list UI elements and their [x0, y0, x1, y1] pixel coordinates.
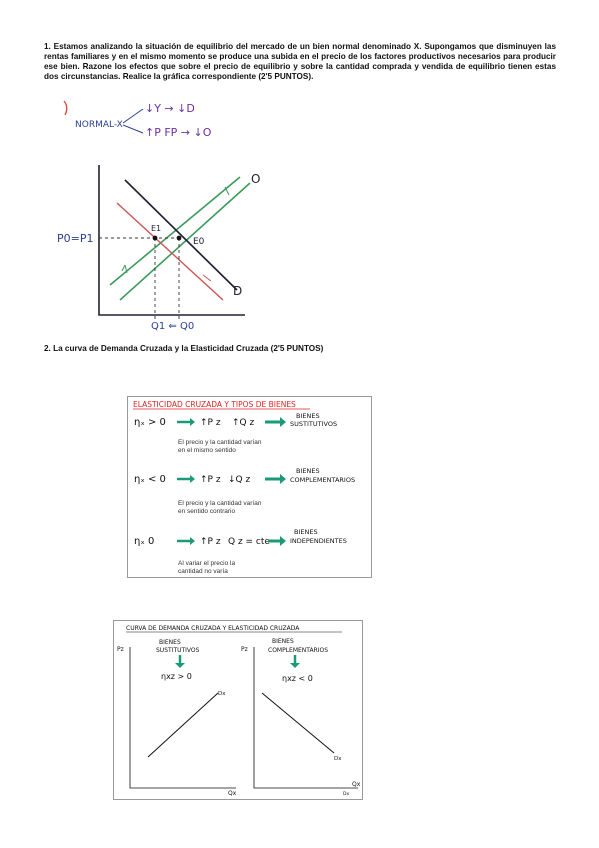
- row-1-note-2: en el mismo sentido: [178, 447, 236, 454]
- row-1-note-1: El precio y la cantidad varían: [178, 439, 262, 446]
- supply-demand-sketch: [55, 95, 275, 340]
- left-curve-label: Dx: [218, 691, 226, 697]
- right-curve: [262, 693, 334, 753]
- row-1-result-1: BIENES: [296, 412, 320, 420]
- row-3-f1: ↑P z: [200, 537, 221, 547]
- row-1-f1: ↑P z: [200, 418, 221, 428]
- row-3-note-1: Al variar el precio la: [178, 560, 236, 567]
- note-branch-2: ↑P FP → ↓O: [145, 126, 212, 139]
- row-2-note-1: El precio y la cantidad varían: [178, 500, 262, 507]
- note-bracket: [64, 101, 67, 115]
- elasticity-panel-content: [128, 397, 371, 577]
- right-axes: [254, 647, 358, 788]
- left-ylabel: Pz: [117, 646, 124, 653]
- row-3: [134, 528, 347, 575]
- right-head-2: COMPLEMENTARIOS: [268, 647, 329, 654]
- right-small: Dx: [343, 792, 350, 797]
- row-1-cond: ηₓ > 0: [134, 417, 166, 428]
- row-2-f2: ↓Q z: [228, 475, 251, 485]
- row-3-cond: ηₓ 0: [134, 536, 155, 547]
- left-axes: [130, 647, 236, 788]
- cross-demand-panel: [113, 620, 363, 800]
- y-axis: [99, 165, 245, 315]
- row-3-result-1: BIENES: [294, 528, 318, 536]
- elasticity-panel: [127, 396, 372, 578]
- panel1-title: ELASTICIDAD CRUZADA Y TIPOS DE BIENES: [133, 400, 296, 409]
- note-branch-1: ↓Y → ↓D: [145, 102, 195, 115]
- row-2-cond: ηₓ < 0: [134, 474, 166, 485]
- point-e0-dot: [177, 236, 182, 241]
- row-3-note-2: cantidad no varía: [178, 568, 228, 575]
- left-curve: [148, 693, 218, 757]
- note-branch-line-2: [123, 125, 143, 133]
- row-3-result-2: INDEPENDIENTES: [290, 537, 347, 545]
- row-2-note-2: en sentido contrario: [178, 508, 236, 515]
- demand-curve-1: [117, 203, 223, 300]
- right-cond: ηxz < 0: [282, 674, 313, 683]
- left-head-1: BIENES: [159, 639, 181, 646]
- right-head-1: BIENES: [272, 638, 294, 645]
- panel2-title: CURVA DE DEMANDA CRUZADA Y ELASTICIDAD CRUZADA: [126, 625, 300, 632]
- price-label: P0=P1: [57, 232, 94, 245]
- left-cond: ηxz > 0: [161, 672, 192, 681]
- cross-demand-panel-content: [114, 621, 362, 799]
- quantity-label: Q1 ⇐ Q0: [151, 321, 195, 332]
- row-2-result-1: BIENES: [296, 467, 320, 475]
- question-1-text: 1. Estamos analizando la situación de equilibrio del mercado de un bien normal denominado X. Supongamos que disminuyen las rentas familiares y en el mismo momento se produce una subida en el precio de los factores productivos necesarios para producir ese bien. Razone los efectos que sobre el precio de equilibrio y sobre la cantidad comprada y vendida de equilibrio tienen estas dos circunstancias. Realice la gráfica correspondiente (2'5 PUNTOS).: [44, 42, 556, 81]
- row-1-f2: ↑Q z: [232, 418, 255, 428]
- row-2: [134, 467, 355, 515]
- row-1: [134, 412, 337, 454]
- left-xlabel: Qx: [228, 790, 237, 797]
- row-2-result-2: COMPLEMENTARIOS: [290, 476, 356, 484]
- demand-curve-0: [125, 180, 237, 290]
- left-head-2: SUSTITUTIVOS: [156, 647, 200, 654]
- right-ylabel: Pz: [241, 646, 248, 653]
- point-e1-dot: [153, 236, 158, 241]
- right-xlabel: Qx: [352, 781, 361, 788]
- question-2-text: 2. La curva de Demanda Cruzada y la Elasticidad Cruzada (2'5 PUNTOS): [44, 344, 324, 353]
- row-2-f1: ↑P z: [200, 475, 221, 485]
- note-label: NORMAL-X: [75, 120, 123, 130]
- point-e1: E1: [151, 224, 162, 233]
- shift-arrow-1: [122, 265, 127, 273]
- point-e0: E0: [193, 237, 205, 247]
- row-1-result-2: SUSTITUTIVOS: [290, 420, 338, 428]
- note-branch-line-1: [123, 109, 143, 123]
- row-3-f2: Q z = cte: [228, 537, 270, 547]
- supply-label: O: [251, 172, 261, 186]
- demand-label: D: [233, 284, 243, 298]
- supply-curve-1: [110, 177, 240, 285]
- shift-arrow-3: [203, 275, 211, 281]
- right-curve-label: Dx: [334, 756, 342, 762]
